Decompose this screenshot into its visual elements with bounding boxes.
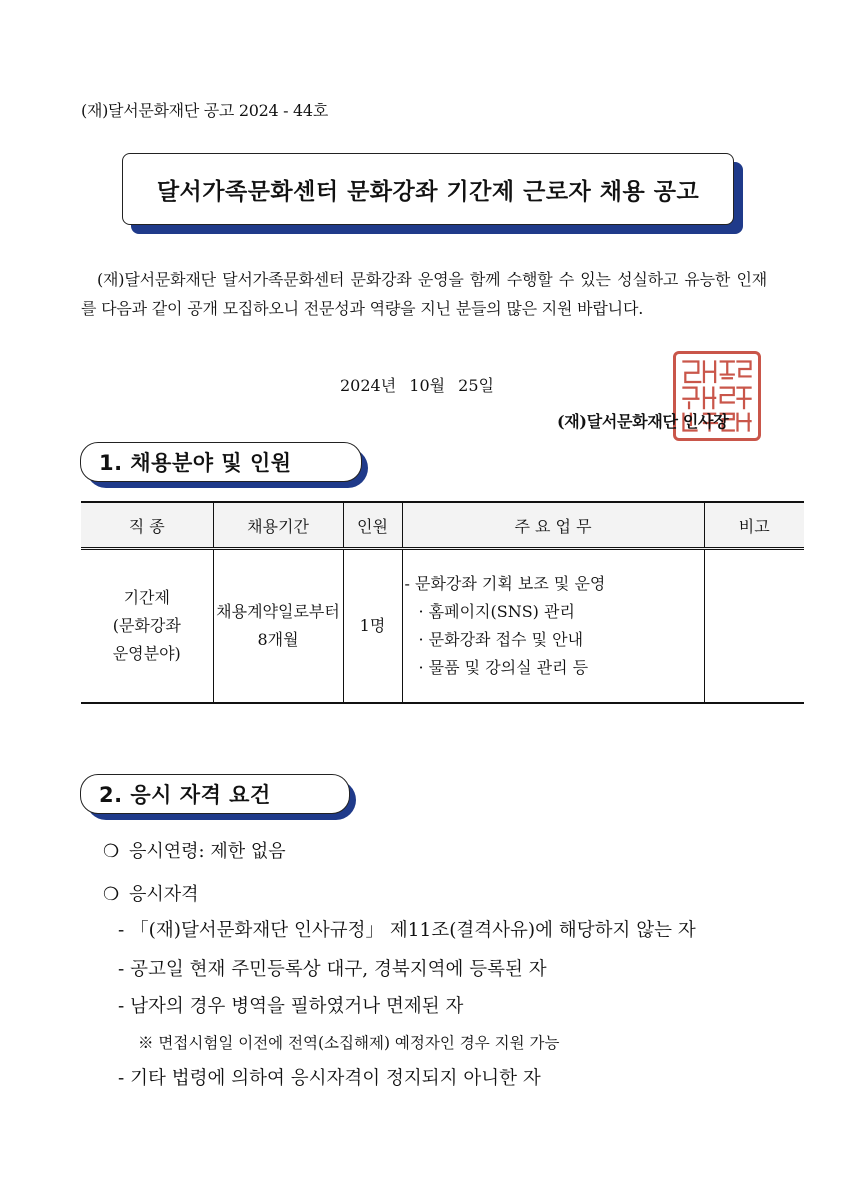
duty-item: - 문화강좌 기획 보조 및 운영 (404, 574, 606, 593)
qualification-item: - 기타 법령에 의하여 응시자격이 정지되지 아니한 자 (118, 1068, 541, 1089)
qualification-item: - 남자의 경우 병역을 필하였거나 면제된 자 (118, 996, 464, 1017)
table-header-row (81, 502, 804, 549)
period-line: 8개월 (257, 630, 299, 649)
duty-item: · 문화강좌 접수 및 안내 (418, 630, 584, 649)
issuer-name: (재)달서문화재단 인사장 (557, 412, 729, 431)
qualification-item: - 공고일 현재 주민등록상 대구, 경북지역에 등록된 자 (118, 959, 547, 980)
table-row (81, 549, 804, 704)
cell-job-type (81, 549, 213, 704)
notice-number: (재)달서문화재단 공고 2024 - 44호 (81, 101, 328, 120)
header-remarks: 비고 (704, 502, 804, 549)
circle-bullet-icon: ❍ (103, 884, 120, 905)
recruitment-table (81, 501, 804, 704)
circle-bullet-icon: ❍ (103, 841, 120, 862)
header-period: 채용기간 (213, 502, 343, 549)
qualification-heading (103, 880, 199, 906)
job-line: (문화강좌 (112, 616, 181, 635)
header-duties: 주 요 업 무 (402, 502, 704, 549)
page-title: 달서가족문화센터 문화강좌 기간제 근로자 채용 공고 (122, 153, 734, 225)
qualification-heading-text: 응시자격 (129, 884, 199, 905)
cell-period (213, 549, 343, 704)
header-headcount: 인원 (343, 502, 402, 549)
period-line: 채용계약일로부터 (216, 602, 340, 621)
header-job-type: 직 종 (81, 502, 213, 549)
qualification-item: - 「(재)달서문화재단 인사규정」 제11조(결격사유)에 해당하지 않는 자 (118, 920, 696, 941)
age-requirement (103, 837, 286, 863)
duty-item: · 홈페이지(SNS) 관리 (418, 602, 575, 621)
section2-heading: 2. 응시 자격 요건 (80, 774, 350, 814)
age-text: 응시연령: 제한 없음 (129, 841, 286, 862)
job-line: 운영분야) (112, 644, 181, 663)
notice-date: 2024년 10월 25일 (340, 376, 494, 395)
cell-headcount: 1명 (343, 549, 402, 704)
cell-duties (402, 549, 704, 704)
section1-heading: 1. 채용분야 및 인원 (80, 442, 362, 482)
job-line: 기간제 (123, 588, 170, 607)
duty-item: · 물품 및 강의실 관리 등 (418, 658, 589, 677)
cell-remarks (704, 549, 804, 704)
intro-paragraph: (재)달서문화재단 달서가족문화센터 문화강좌 운영을 함께 수행할 수 있는 성실하고 유능한 인재를 다음과 같이 공개 모집하오니 전문성과 역량을 지닌 분들의 많은 지원 바랍니다. (81, 270, 767, 318)
military-note: ※ 면접시험일 이전에 전역(소집해제) 예정자인 경우 지원 가능 (138, 1034, 560, 1052)
